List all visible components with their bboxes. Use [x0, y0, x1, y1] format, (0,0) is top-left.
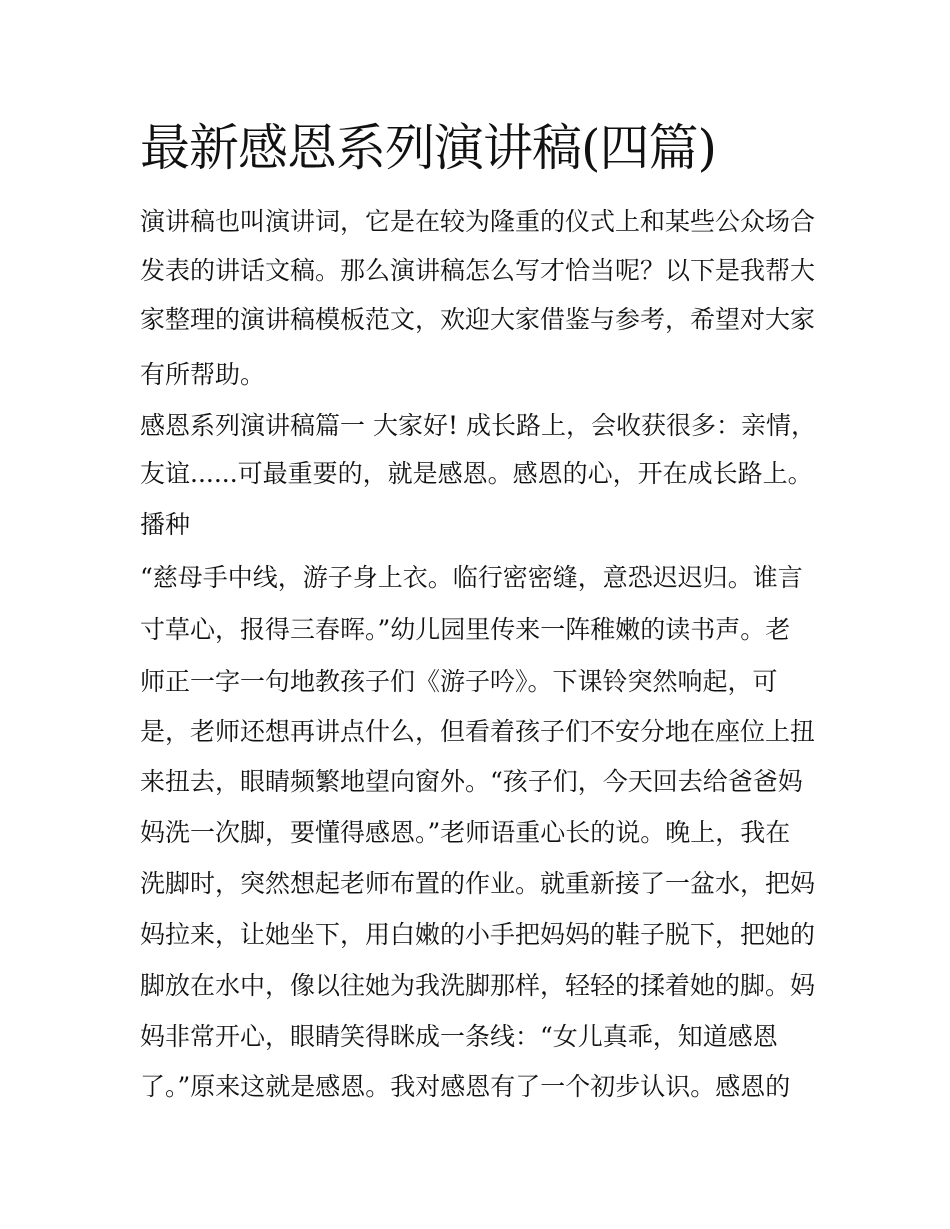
paragraph-line: 妈非常开心，眼睛笑得眯成一条线：“女儿真乖，知道感恩: [140, 1022, 778, 1051]
paragraph-line: 家整理的演讲稿模板范文，欢迎大家借鉴与参考，希望对大家: [140, 305, 816, 334]
paragraph-line: “慈母手中线，游子身上衣。临行密密缝，意恐迟迟归。谁言: [140, 563, 803, 592]
paragraph-line: 感恩系列演讲稿篇一 大家好! 成长路上，会收获很多：亲情，: [140, 411, 816, 440]
paragraph-line: 师正一字一句地教孩子们《游子吟》。下课铃突然响起，可: [140, 667, 778, 696]
paragraph-line: 了。”原来这就是感恩。我对感恩有了一个初步认识。感恩的: [140, 1072, 791, 1101]
paragraph-line: 播种: [140, 510, 191, 539]
paragraph-line: 是，老师还想再讲点什么，但看着孩子们不安分地在座位上扭: [140, 717, 816, 746]
paragraph-line: 发表的讲话文稿。那么演讲稿怎么写才恰当呢？以下是我帮大: [140, 256, 816, 285]
paragraph-line: 有所帮助。: [140, 360, 266, 389]
paragraph-line: 妈拉来，让她坐下，用白嫩的小手把妈妈的鞋子脱下，把她的: [140, 920, 816, 949]
paragraph-line: 演讲稿也叫演讲词，它是在较为隆重的仪式上和某些公众场合: [140, 207, 816, 236]
paragraph-line: 友谊......可最重要的，就是感恩。感恩的心，开在成长路上。: [140, 459, 813, 488]
document-title: 最新感恩系列演讲稿(四篇): [140, 119, 717, 177]
paragraph-line: 脚放在水中，像以往她为我洗脚那样，轻轻的揉着她的脚。妈: [140, 971, 816, 1000]
paragraph-line: 寸草心，报得三春晖。”幼儿园里传来一阵稚嫩的读书声。老: [140, 615, 791, 644]
paragraph-line: 妈洗一次脚，要懂得感恩。”老师语重心长的说。晚上，我在: [140, 818, 791, 847]
paragraph-line: 洗脚时，突然想起老师布置的作业。就重新接了一盆水，把妈: [140, 869, 816, 898]
paragraph-line: 来扭去，眼睛频繁地望向窗外。“孩子们，今天回去给爸爸妈: [140, 767, 803, 796]
